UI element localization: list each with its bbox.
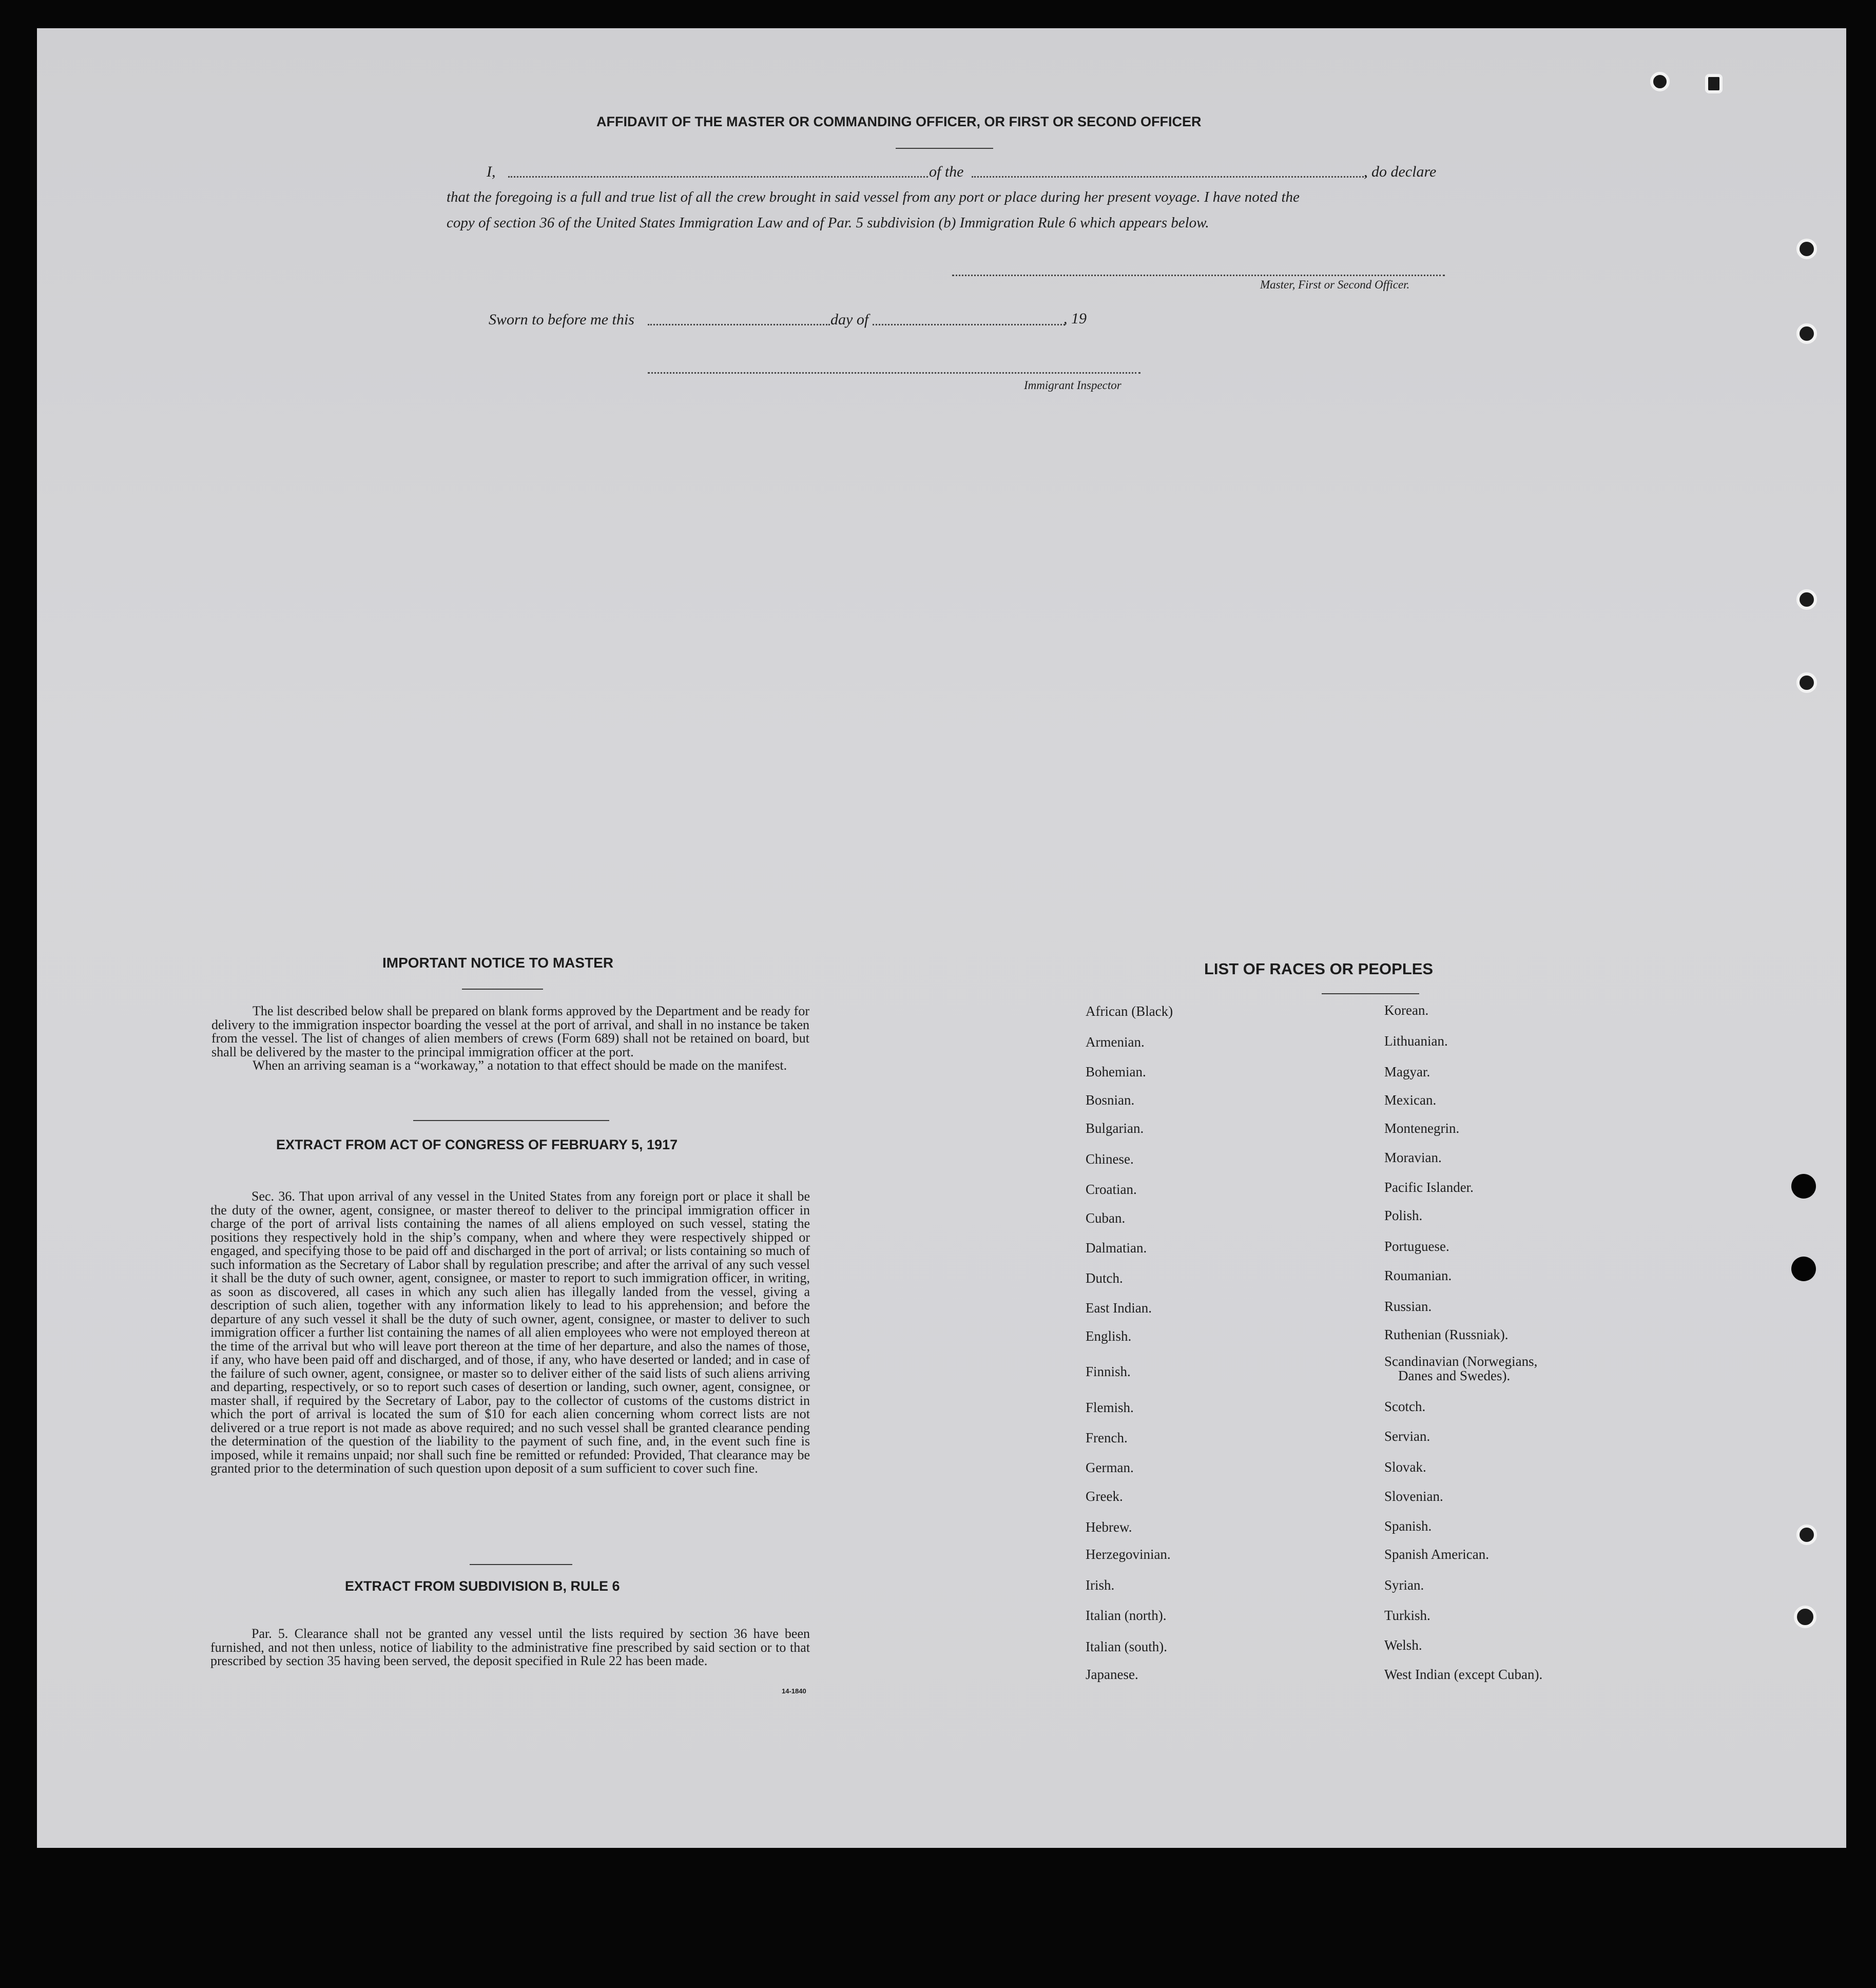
race-item: Welsh. [1384,1637,1422,1653]
race-item: Slovak. [1384,1459,1426,1475]
race-item: Dutch. [1086,1270,1123,1286]
race-item: Lithuanian. [1384,1033,1448,1049]
year-label: , 19 [1063,310,1087,327]
affidavit-line-3: copy of section 36 of the United States Immigration Law and of Par. 5 subdivision (b) Immigration Rule 6 which appears below. [447,215,1209,231]
master-name-field[interactable] [508,176,928,178]
race-item: Bulgarian. [1086,1121,1144,1136]
inspector-signature-field[interactable] [648,372,1140,374]
notice-paragraph-1: The list described below shall be prepared on blank forms approved by the Department and be ready for delivery to the immigration inspector boarding the vessel at the port of arrival, and shall in no instance be taken from the vessel. The list of changes of alien members of crews (Form 689) shall not be retained on board, but shall be delivered by the master to the principal immigration officer at the port. [211,1003,809,1059]
affidavit-i-label: I, [487,163,496,180]
race-item: Scandinavian (Norwegians, Danes and Swedes). [1384,1354,1538,1383]
race-item: English. [1086,1328,1132,1344]
binder-hole [1796,1524,1817,1545]
binder-hole [1791,1174,1816,1199]
race-item: Italian (south). [1086,1639,1167,1654]
master-signature-field[interactable] [952,275,1445,276]
race-item: West Indian (except Cuban). [1384,1667,1543,1682]
race-item: Greek. [1086,1489,1123,1504]
notice-paragraph-2: When an arriving seaman is a “workaway,” a notation to that effect should be made on the manifest. [253,1058,787,1073]
race-item: East Indian. [1086,1300,1152,1316]
master-signature-label: Master, First or Second Officer. [1260,278,1410,291]
race-item: Italian (north). [1086,1608,1167,1623]
act-extract-title: EXTRACT FROM ACT OF CONGRESS OF FEBRUARY 5, 1917 [276,1137,678,1152]
par-5-text: Par. 5. Clearance shall not be granted any vessel until the lists required by section 36 have been furnished, and not then unless, notice of liability to the administrative fine prescribed by said section or to that prescribed by section 35 having been served, the deposit specified in Rule 22 has been made. [210,1626,810,1668]
race-item: Cuban. [1086,1210,1126,1226]
race-item: Hebrew. [1086,1519,1132,1535]
race-item: Moravian. [1384,1150,1442,1165]
race-item: Chinese. [1086,1151,1134,1167]
notice-title: IMPORTANT NOTICE TO MASTER [382,955,614,971]
race-item: Croatian. [1086,1182,1137,1197]
race-item: Roumanian. [1384,1268,1452,1283]
race-item: Russian. [1384,1299,1432,1314]
form-number: 14-1840 [782,1687,806,1695]
race-item: Flemish. [1086,1400,1134,1415]
sworn-month-field[interactable] [873,324,1065,325]
document-page [37,28,1846,1848]
race-item: Irish. [1086,1577,1115,1593]
binder-hole [1650,72,1670,91]
race-item: Slovenian. [1384,1489,1443,1504]
affidavit-of-the-label: of the [929,163,964,180]
sworn-day-field[interactable] [648,324,830,325]
race-item: Servian. [1384,1429,1430,1444]
section-divider [470,1564,572,1565]
race-item: Finnish. [1086,1364,1131,1379]
binder-hole [1796,239,1817,259]
race-item: Korean. [1384,1002,1429,1018]
binder-hole [1796,672,1817,693]
notice-body [211,1005,809,1073]
race-item: Portuguese. [1384,1239,1449,1254]
race-item: Mexican. [1384,1092,1437,1108]
vessel-name-field[interactable] [972,176,1367,178]
race-item: Turkish. [1384,1608,1430,1623]
race-item: Spanish American. [1384,1547,1489,1562]
race-item: Ruthenian (Russniak). [1384,1327,1508,1342]
binder-hole [1796,589,1817,610]
notice-underline [462,989,543,990]
rule-extract-title: EXTRACT FROM SUBDIVISION B, RULE 6 [345,1578,620,1594]
race-item: French. [1086,1430,1128,1445]
race-item: Bosnian. [1086,1092,1135,1108]
race-item: Magyar. [1384,1064,1430,1079]
race-item: Bohemian. [1086,1064,1146,1079]
race-item: Armenian. [1086,1034,1145,1050]
title-underline [896,148,993,149]
race-item: Scotch. [1384,1399,1426,1414]
affidavit-do-declare: , do declare [1364,163,1437,180]
race-item: Herzegovinian. [1086,1547,1171,1562]
race-item: Spanish. [1384,1518,1432,1534]
race-item: Polish. [1384,1208,1423,1223]
race-item: Japanese. [1086,1667,1138,1682]
binder-hole [1705,74,1723,93]
section-36-text: Sec. 36. That upon arrival of any vessel in the United States from any foreign port or place it shall be the duty of the owner, agent, consignee, or master thereof to deliver to the principal immigration officer in charge of the port of arrival lists containing the names of all aliens employed on such vessel, stating the positions they respectively hold in the ship’s company, when and where they were respectively shipped or engaged, and specifying those to be paid off and discharged in the port of arrival; or lists containing so much of such information as the Secretary of Labor shall by regulation prescribe; and after the arrival of any such vessel it shall be the duty of such owner, agent, consignee, or master to report to such immigration officer, in writing, as soon as discovered, all cases in which any such alien has illegally landed from the vessel, giving a description of such alien, together with any information likely to lead to his apprehension; and before the departure of any such vessel it shall be the duty of such owner, agent, consignee, or master to deliver to such immigration officer a further list containing the names of all alien employees who were not employed thereon at the time of the arrival but who will leave port thereon at the time of her departure, and also the names of those, if any, who have been paid off and discharged, and of those, if any, who have deserted or landed; and in case of the failure of such owner, agent, consignee, or master so to deliver either of the said lists of such aliens arriving and departing, respectively, or so to report such cases of desertion or landing, such owner, agent, consignee, or master shall, if required by the Secretary of Labor, pay to the collector of customs of the customs district in which the port of arrival is located the sum of $10 for each alien concerning whom correct lists are not delivered or a true report is not made as above required; and no such vessel shall be granted clearance pending the determination of the question of the liability to the payment of such fine, and, in the event such fine is imposed, while it remains unpaid; nor shall such fine be remitted or refunded: Provided, That clearance may be granted prior to the determination of such question upon deposit of a sum sufficient to cover such fine. [210,1189,810,1476]
races-underline [1322,993,1419,994]
affidavit-line-2: that the foregoing is a full and true list of all the crew brought in said vessel from any port or place during her present voyage. I have noted the [447,189,1300,205]
race-item: African (Black) [1086,1003,1173,1019]
sworn-label: Sworn to before me this [489,311,634,328]
rule-extract-body [210,1627,810,1668]
race-item: Syrian. [1384,1577,1424,1593]
binder-hole [1791,1257,1816,1281]
race-item: Dalmatian. [1086,1240,1147,1256]
day-of-label: day of [830,311,869,328]
race-item: German. [1086,1460,1134,1475]
binder-hole [1796,323,1817,344]
binder-hole [1794,1606,1816,1628]
affidavit-title: AFFIDAVIT OF THE MASTER OR COMMANDING OFFICER, OR FIRST OR SECOND OFFICER [596,114,1202,129]
races-title: LIST OF RACES OR PEOPLES [1204,960,1434,978]
race-item: Montenegrin. [1384,1121,1460,1136]
race-item: Pacific Islander. [1384,1180,1474,1195]
act-extract-body [210,1190,810,1476]
section-divider [413,1120,609,1121]
inspector-label: Immigrant Inspector [1024,379,1121,392]
